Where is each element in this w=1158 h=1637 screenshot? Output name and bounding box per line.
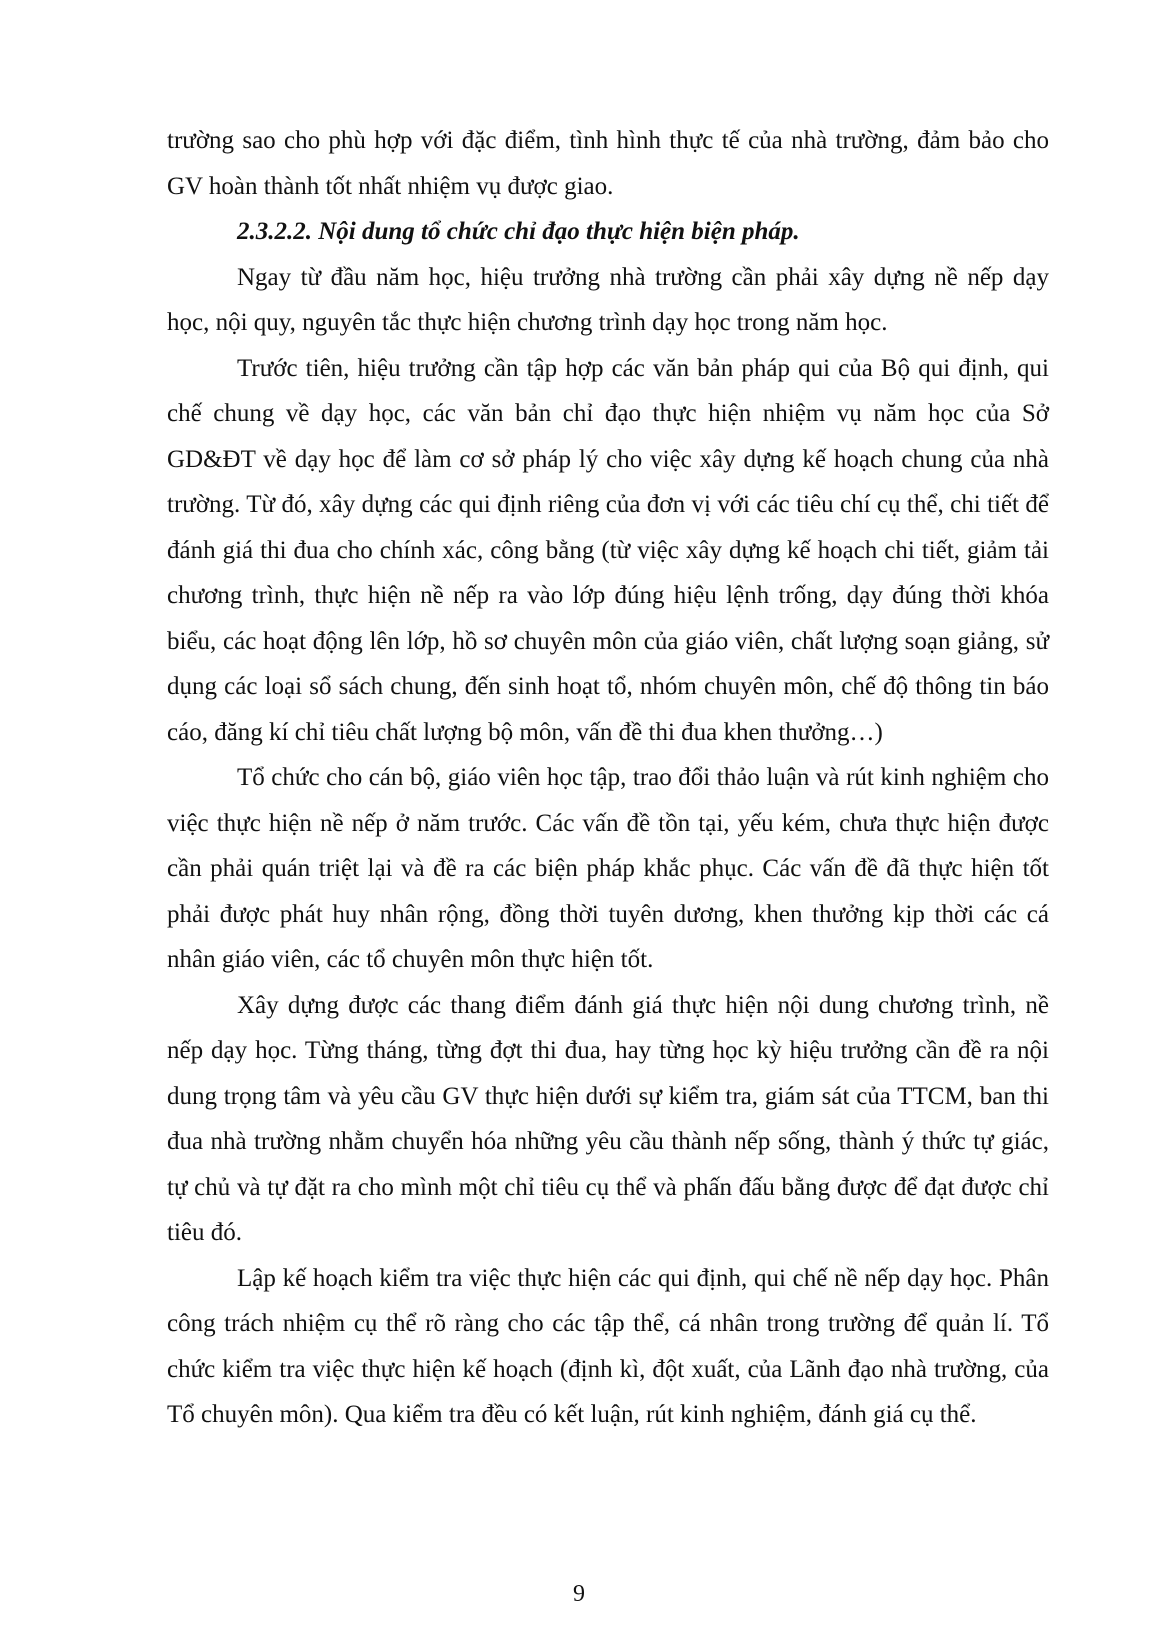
section-heading: 2.3.2.2. Nội dung tổ chức chỉ đạo thực hiện biện pháp. bbox=[237, 218, 800, 245]
body-text bbox=[167, 118, 1049, 1438]
paragraph: Xây dựng được các thang điểm đánh giá thực hiện nội dung chương trình, nề nếp dạy học. Từng tháng, từng đợt thi đua, hay từng học kỳ hiệu trưởng cần đề ra nội dung trọng tâm và yêu cầu GV thực hiện dưới sự kiểm tra, giám sát của TTCM, ban thi đua nhà trường nhằm chuyển hóa những yêu cầu thành nếp sống, thành ý thức tự giác, tự chủ và tự đặt ra cho mình một chỉ tiêu cụ thể và phấn đấu bằng được để đạt được chỉ tiêu đó. bbox=[167, 991, 1049, 1246]
paragraph: Tổ chức cho cán bộ, giáo viên học tập, trao đổi thảo luận và rút kinh nghiệm cho việc thực hiện nề nếp ở năm trước. Các vấn đề tồn tại, yếu kém, chưa thực hiện được cần phải quán triệt lại và đề ra các biện pháp khắc phục. Các vấn đề đã thực hiện tốt phải được phát huy nhân rộng, đồng thời tuyên dương, khen thưởng kịp thời các cá nhân giáo viên, các tổ chuyên môn thực hiện tốt. bbox=[167, 764, 1049, 973]
page-number: 9 bbox=[573, 1581, 585, 1607]
paragraph: Trước tiên, hiệu trưởng cần tập hợp các văn bản pháp qui của Bộ qui định, qui chế chung về dạy học, các văn bản chỉ đạo thực hiện nhiệm vụ năm học của Sở GD&ĐT về dạy học để làm cơ sở pháp lý cho việc xây dựng kế hoạch chung của nhà trường. Từ đó, xây dựng các qui định riêng của đơn vị với các tiêu chí cụ thể, chi tiết để đánh giá thi đua cho chính xác, công bằng (từ việc xây dựng kế hoạch chi tiết, giảm tải chương trình, thực hiện nề nếp ra vào lớp đúng hiệu lệnh trống, dạy đúng thời khóa biểu, các hoạt động lên lớp, hồ sơ chuyên môn của giáo viên, chất lượng soạn giảng, sử dụng các loại sổ sách chung, đến sinh hoạt tổ, nhóm chuyên môn, chế độ thông tin báo cáo, đăng kí chỉ tiêu chất lượng bộ môn, vấn đề thi đua khen thưởng…) bbox=[167, 354, 1049, 746]
paragraph: Lập kế hoạch kiểm tra việc thực hiện các qui định, qui chế nề nếp dạy học. Phân công trách nhiệm cụ thể rõ ràng cho các tập thể, cá nhân trong trường để quản lí. Tổ chức kiểm tra việc thực hiện kế hoạch (định kì, đột xuất, của Lãnh đạo nhà trường, của Tổ chuyên môn). Qua kiểm tra đều có kết luận, rút kinh nghiệm, đánh giá cụ thể. bbox=[167, 1264, 1049, 1428]
paragraph-continuation: trường sao cho phù hợp với đặc điểm, tình hình thực tế của nhà trường, đảm bảo cho GV hoàn thành tốt nhất nhiệm vụ được giao. bbox=[167, 127, 1049, 200]
paragraph: Ngay từ đầu năm học, hiệu trưởng nhà trường cần phải xây dựng nề nếp dạy học, nội quy, nguyên tắc thực hiện chương trình dạy học trong năm học. bbox=[167, 263, 1049, 336]
